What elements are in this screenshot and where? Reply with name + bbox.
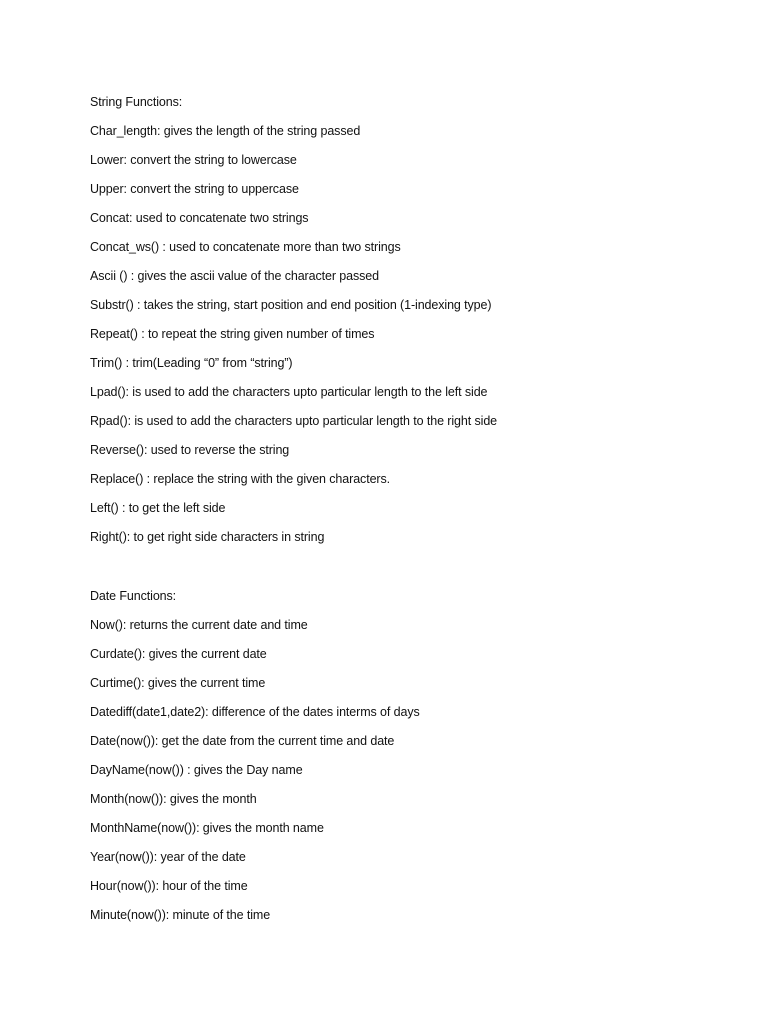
string-function-item: Right(): to get right side characters in string xyxy=(90,530,325,544)
string-function-item: Upper: convert the string to uppercase xyxy=(90,182,299,196)
string-function-item: Concat: used to concatenate two strings xyxy=(90,211,309,225)
date-function-item: Curdate(): gives the current date xyxy=(90,647,267,661)
string-function-item: Reverse(): used to reverse the string xyxy=(90,443,290,457)
date-function-item: Now(): returns the current date and time xyxy=(90,618,308,632)
date-function-item: Month(now()): gives the month xyxy=(90,792,257,806)
string-functions-heading: String Functions: xyxy=(90,95,183,109)
date-functions-section xyxy=(90,587,750,935)
string-function-item: Lpad(): is used to add the characters upto particular length to the left side xyxy=(90,385,488,399)
date-function-item: Year(now()): year of the date xyxy=(90,850,246,864)
string-function-item: Repeat() : to repeat the string given number of times xyxy=(90,327,375,341)
string-function-item: Ascii () : gives the ascii value of the character passed xyxy=(90,269,379,283)
date-functions-heading: Date Functions: xyxy=(90,589,177,603)
date-function-item: Curtime(): gives the current time xyxy=(90,676,266,690)
date-function-item: Datediff(date1,date2): difference of the dates interms of days xyxy=(90,705,420,719)
date-function-item: Minute(now()): minute of the time xyxy=(90,908,271,922)
date-function-item: MonthName(now()): gives the month name xyxy=(90,821,324,835)
date-function-item: DayName(now()) : gives the Day name xyxy=(90,763,303,777)
date-function-item: Hour(now()): hour of the time xyxy=(90,879,248,893)
string-functions-section xyxy=(90,93,750,557)
string-function-item: Left() : to get the left side xyxy=(90,501,226,515)
date-function-item: Date(now()): get the date from the current time and date xyxy=(90,734,395,748)
string-function-item: Trim() : trim(Leading “0” from “string”) xyxy=(90,356,293,370)
string-function-item: Substr() : takes the string, start position and end position (1-indexing type) xyxy=(90,298,492,312)
string-function-item: Concat_ws() : used to concatenate more than two strings xyxy=(90,240,401,254)
string-function-item: Rpad(): is used to add the characters upto particular length to the right side xyxy=(90,414,498,428)
string-function-item: Char_length: gives the length of the string passed xyxy=(90,124,361,138)
string-function-item: Replace() : replace the string with the given characters. xyxy=(90,472,391,486)
string-function-item: Lower: convert the string to lowercase xyxy=(90,153,297,167)
